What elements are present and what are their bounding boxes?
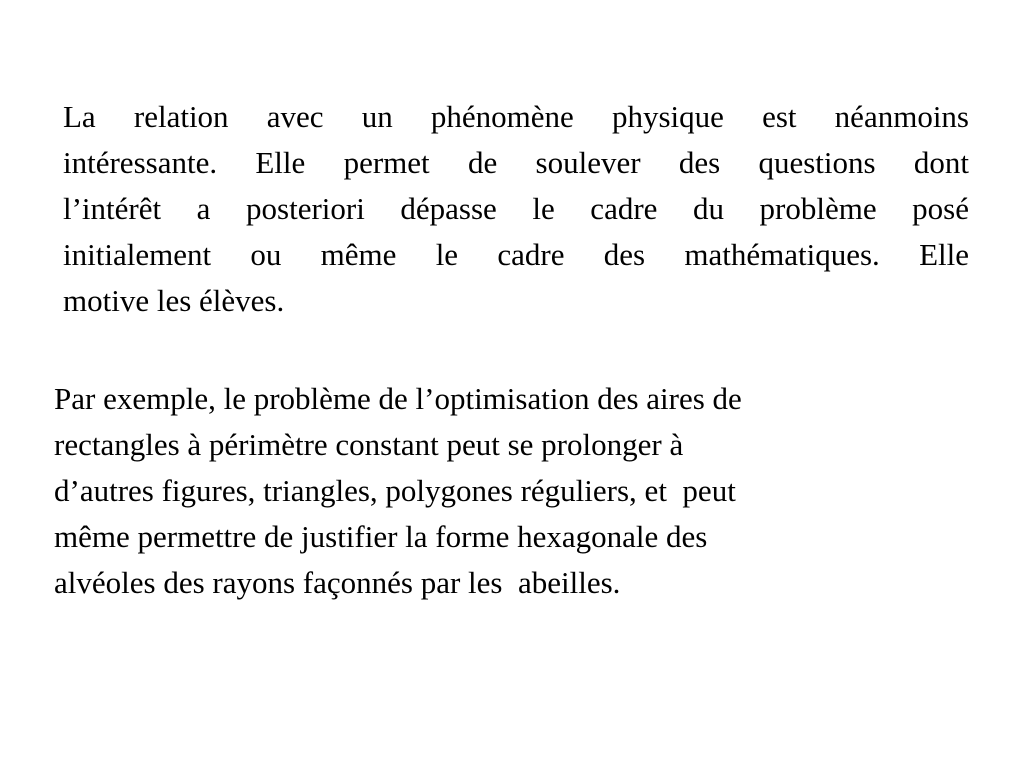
paragraph-line: alvéoles des rayons façonnés par les abeilles.	[54, 565, 621, 600]
paragraph-line: l’intérêt a posteriori dépasse le cadre du problème posé	[63, 191, 969, 226]
paragraph-line: d’autres figures, triangles, polygones réguliers, et peut	[54, 473, 736, 508]
paragraph-line: motive les élèves.	[63, 283, 285, 318]
paragraph-line: rectangles à périmètre constant peut se prolonger à	[54, 427, 684, 462]
paragraph-example	[54, 376, 974, 606]
paragraph-line: intéressante. Elle permet de soulever des questions dont	[63, 145, 969, 180]
paragraph-line: initialement ou même le cadre des mathématiques. Elle	[63, 237, 969, 272]
paragraph-line: Par exemple, le problème de l’optimisation des aires de	[54, 381, 742, 416]
paragraph-line: La relation avec un phénomène physique est néanmoins	[63, 99, 969, 134]
paragraph-physical-phenomenon	[63, 94, 969, 324]
paragraph-line: même permettre de justifier la forme hexagonale des	[54, 519, 708, 554]
